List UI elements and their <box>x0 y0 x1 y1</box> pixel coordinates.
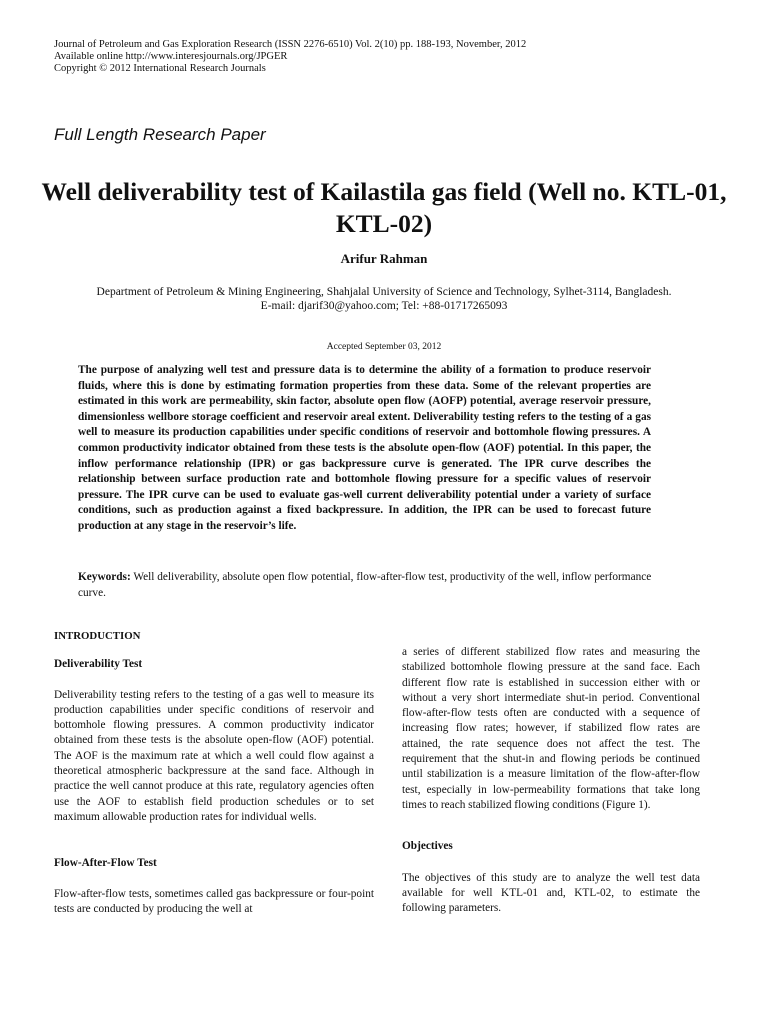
introduction-heading: INTRODUCTION <box>54 630 141 642</box>
journal-copyright: Copyright © 2012 International Research Journals <box>54 63 266 74</box>
deliverability-test-paragraph: Deliverability testing refers to the testing of a gas well to measure its production capabilities under specific conditions of reservoir and bottomhole flowing pressures. A common productivity indicator obtained from these tests is the absolute open-flow (AOF) potential. The AOF is the maximum rate at which a well could flow against a theoretical atmospheric backpressure at the sand face. Although in practice the well cannot produce at this rate, regulatory agencies often use the AOF to establish field production schedules or to set maximum allowable production rates for individual wells. <box>54 688 374 823</box>
deliverability-test-heading: Deliverability Test <box>54 658 143 671</box>
accepted-date: Accepted September 03, 2012 <box>326 342 442 352</box>
journal-online-link[interactable]: Available online http://www.interesjournals.org/JPGER <box>54 51 288 62</box>
objectives-paragraph: The objectives of this study are to analyze the well test data available for well KTL-01 and, KTL-02, to estimate the following parameters. <box>402 871 700 915</box>
affiliation-contact: E-mail: djarif30@yahoo.com; Tel: +88-01717265093 <box>260 300 508 312</box>
affiliation-department: Department of Petroleum & Mining Engineering, Shahjalal University of Science and Technology, Sylhet-3114, Bangladesh. <box>96 286 672 298</box>
author-name: Arifur Rahman <box>340 251 428 266</box>
journal-citation: Journal of Petroleum and Gas Exploration Research (ISSN 2276-6510) Vol. 2(10) pp. 188-193, November, 2012 <box>54 39 527 50</box>
paper-title: Well deliverability test of Kailastila gas field (Well no. KTL-01, KTL-02) <box>41 177 727 238</box>
keywords-label: Keywords: <box>78 571 131 583</box>
paper-type-label: Full Length Research Paper <box>54 125 266 144</box>
flow-after-flow-heading: Flow-After-Flow Test <box>54 857 157 870</box>
journal-header <box>54 39 526 75</box>
left-column <box>54 629 374 917</box>
flow-after-flow-paragraph: Flow-after-flow tests, sometimes called gas backpressure or four-point tests are conducted by producing the well at <box>54 887 374 915</box>
abstract: The purpose of analyzing well test and pressure data is to determine the ability of a formation to produce reservoir fluids, where this is done by estimating formation properties from these data. Some of the relevant properties are estimated in this work are permeability, skin factor, absolute open flow (AOFP) potential, average reservoir pressure, dimensionless wellbore storage coefficient and reservoir areal extent. Deliverability testing refers to the testing of a gas well to measure its production capabilities under specific conditions of reservoir and bottomhole flowing pressures. A common productivity indicator obtained from these tests is the absolute open-flow (AOF) potential. In this paper, the inflow performance relationship (IPR) or gas backpressure curve is generated. The IPR curve describes the relationship between surface production rate and bottomhole flowing pressure for a specific values of reservoir pressure. The IPR curve can be used to evaluate gas-well current deliverability potential under a variety of surface conditions, such as production against a fixed backpressure. In addition, the IPR can be used to forecast future production at any stage in the reservoir’s life. <box>78 364 651 532</box>
author-affiliation <box>70 285 698 313</box>
flow-after-flow-continued-paragraph: a series of different stabilized flow rates and measuring the stabilized bottomhole flowing pressure at the sand face. Each different flow rate is established in succession either with or without a very short intermediate shut-in period. Conventional flow-after-flow tests often are conducted with a sequence of increasing flow rates; however, if stabilized flow rates are attained, the rate sequence does not affect the test. The requirement that the shut-in and flowing periods be continued until stabilization is a measure limitation of the flow-after-flow test, especially in low-permeability formations that take long times to reach stabilized flowing conditions (Figure 1). <box>402 646 700 811</box>
right-column <box>402 645 700 916</box>
keywords-text: Well deliverability, absolute open flow potential, flow-after-flow test, productivity of the well, inflow performance curve. <box>78 571 652 599</box>
objectives-heading: Objectives <box>402 840 453 853</box>
keywords <box>78 570 678 601</box>
